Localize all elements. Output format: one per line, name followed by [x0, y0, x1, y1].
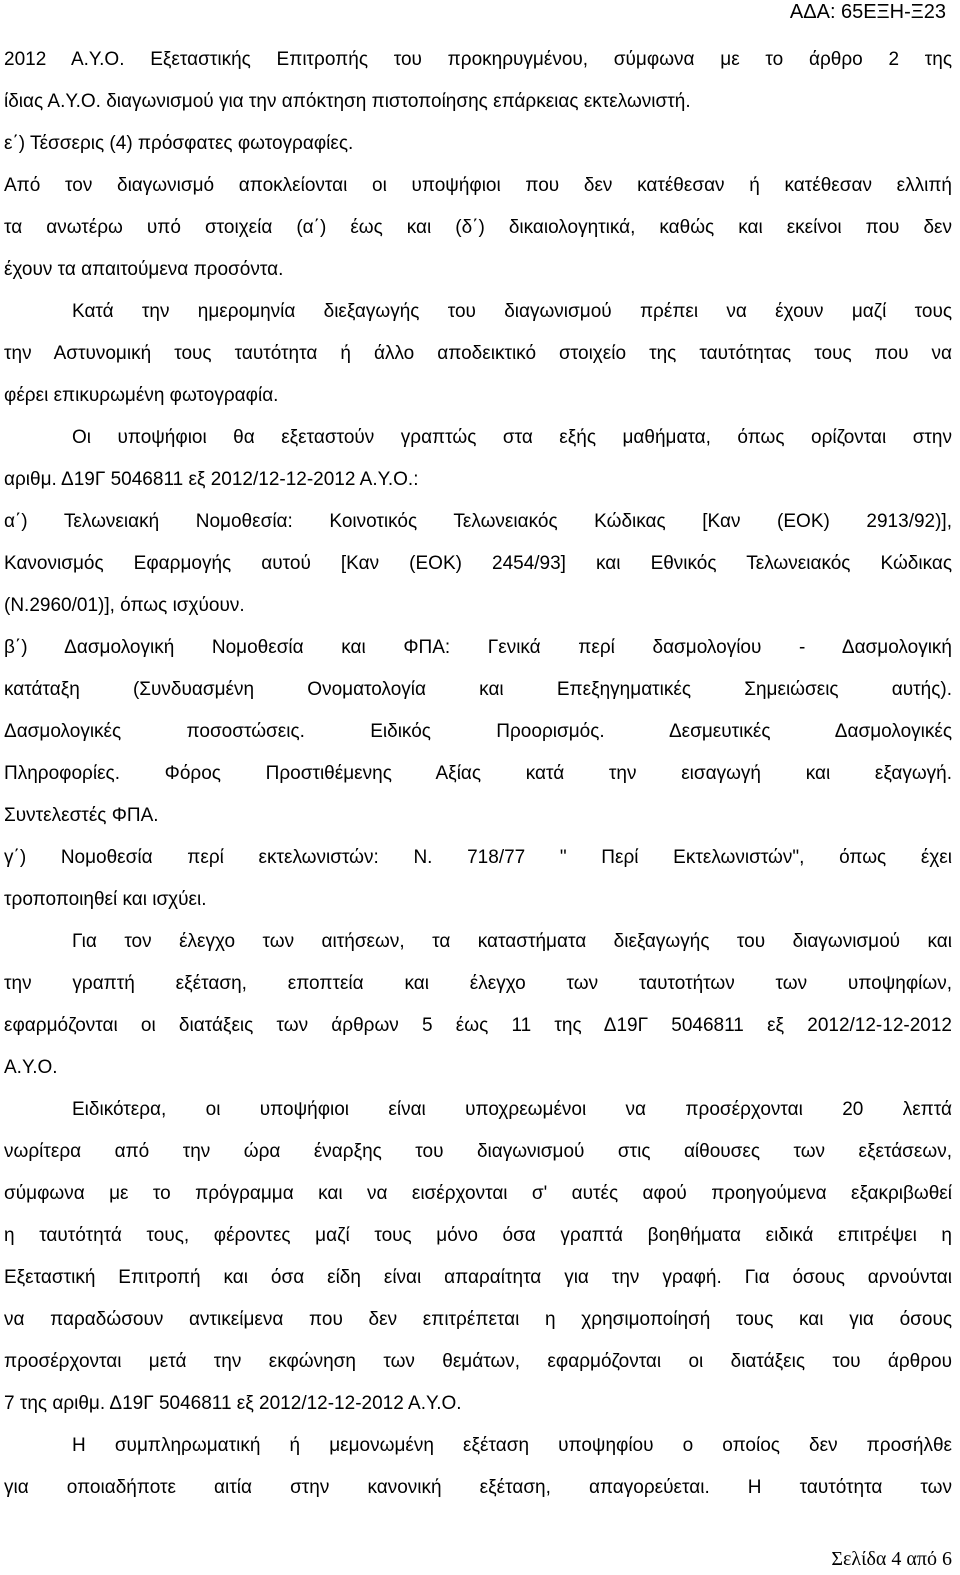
text-line: Δασμολογικές ποσοστώσεις. Ειδικός Προορισμός. Δεσμευτικές Δασμολογικές [4, 721, 952, 742]
text-line: εφαρμόζονται οι διατάξεις των άρθρων 5 έως 11 της Δ19Γ 5046811 εξ 2012/12-12-2012 [4, 1015, 952, 1036]
ada-code: ΑΔΑ: 65ΕΞΗ-Ξ23 [789, 1, 946, 23]
text-line: Κατά την ημερομηνία διεξαγωγής του διαγωνισμού πρέπει να έχουν μαζί τους [72, 301, 952, 322]
text-line: νωρίτερα από την ώρα έναρξης του διαγωνισμού στις αίθουσες των εξετάσεων, [4, 1141, 952, 1162]
document-body [4, 39, 952, 1509]
text-line: Συντελεστές ΦΠΑ. [4, 805, 159, 826]
text-line: 7 της αριθμ. Δ19Γ 5046811 εξ 2012/12-12-2012 Α.Υ.Ο. [4, 1393, 462, 1414]
text-line: έχουν τα απαιτούμενα προσόντα. [4, 259, 284, 280]
text-line: προσέρχονται μετά την εκφώνηση των θεμάτων, εφαρμόζονται οι διατάξεις του άρθρου [4, 1351, 952, 1372]
text-line: Οι υποψήφιοι θα εξεταστούν γραπτώς στα εξής μαθήματα, όπως ορίζονται στην [72, 427, 952, 448]
text-line: Ειδικότερα, οι υποψήφιοι είναι υποχρεωμένοι να προσέρχονται 20 λεπτά [72, 1099, 952, 1120]
text-line: Πληροφορίες. Φόρος Προστιθέμενης Αξίας κατά την εισαγωγή και εξαγωγή. [4, 763, 952, 784]
page-number: Σελίδα 4 από 6 [831, 1548, 952, 1570]
text-line: κατάταξη (Συνδυασμένη Ονοματολογία και Επεξηγηματικές Σημειώσεις αυτής). [4, 679, 952, 700]
text-line: φέρει επικυρωμένη φωτογραφία. [4, 385, 279, 406]
text-line: την Αστυνομική τους ταυτότητα ή άλλο αποδεικτικό στοιχείο της ταυτότητας τους που να [4, 343, 952, 364]
text-line: Α.Υ.Ο. [4, 1057, 58, 1078]
text-line: για οποιαδήποτε αιτία στην κανονική εξέταση, απαγορεύεται. Η ταυτότητα των [4, 1477, 952, 1498]
text-line: Από τον διαγωνισμό αποκλείονται οι υποψήφιοι που δεν κατέθεσαν ή κατέθεσαν ελλιπή [4, 175, 952, 196]
text-line: ε΄) Τέσσερις (4) πρόσφατες φωτογραφίες. [4, 133, 354, 154]
text-line: την γραπτή εξέταση, εποπτεία και έλεγχο των ταυτοτήτων των υποψηφίων, [4, 973, 952, 994]
text-line: Κανονισμός Εφαρμογής αυτού [Καν (ΕΟΚ) 2454/93] και Εθνικός Τελωνειακός Κώδικας [4, 553, 952, 574]
text-line: τροποποιηθεί και ισχύει. [4, 889, 207, 910]
text-line: ίδιας Α.Υ.Ο. διαγωνισμού για την απόκτηση πιστοποίησης επάρκειας εκτελωνιστή. [4, 91, 691, 112]
text-line: τα ανωτέρω υπό στοιχεία (α΄) έως και (δ΄) δικαιολογητικά, καθώς και εκείνοι που δεν [4, 217, 952, 238]
text-line: η ταυτότητά τους, φέροντες μαζί τους μόνο όσα γραπτά βοηθήματα ειδικά επιτρέψει η [4, 1225, 952, 1246]
text-line: 2012 Α.Υ.Ο. Εξεταστικής Επιτροπής του προκηρυγμένου, σύμφωνα με το άρθρο 2 της [4, 49, 952, 70]
text-line: Για τον έλεγχο των αιτήσεων, τα καταστήματα διεξαγωγής του διαγωνισμού και [72, 931, 952, 952]
text-line: β΄) Δασμολογική Νομοθεσία και ΦΠΑ: Γενικά περί δασμολογίου - Δασμολογική [4, 637, 952, 658]
text-line: γ΄) Νομοθεσία περί εκτελωνιστών: Ν. 718/77 " Περί Εκτελωνιστών", όπως έχει [4, 847, 952, 868]
text-line: αριθμ. Δ19Γ 5046811 εξ 2012/12-12-2012 Α.Υ.Ο.: [4, 469, 419, 490]
text-line: Η συμπληρωματική ή μεμονωμένη εξέταση υποψηφίου ο οποίος δεν προσήλθε [72, 1435, 952, 1456]
text-line: α΄) Τελωνειακή Νομοθεσία: Κοινοτικός Τελωνειακός Κώδικας [Καν (ΕΟΚ) 2913/92)], [4, 511, 952, 532]
text-line: (Ν.2960/01)], όπως ισχύουν. [4, 595, 245, 616]
text-line: σύμφωνα με το πρόγραμμα και να εισέρχονται σ' αυτές αφού προηγούμενα εξακριβωθεί [4, 1183, 952, 1204]
text-line: Εξεταστική Επιτροπή και όσα είδη είναι απαραίτητα για την γραφή. Για όσους αρνούνται [4, 1267, 952, 1288]
text-line: να παραδώσουν αντικείμενα που δεν επιτρέπεται η χρησιμοποίησή τους και για όσους [4, 1309, 952, 1330]
